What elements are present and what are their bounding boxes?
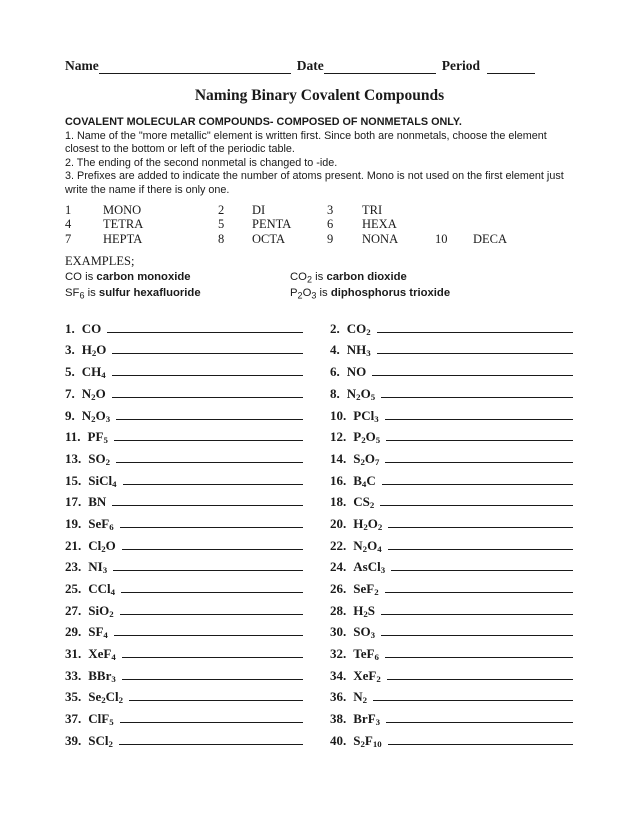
problem-row: [65, 726, 330, 748]
example-name: diphosphorus trioxide: [330, 286, 451, 299]
problem-number: 32.: [330, 646, 347, 662]
prefix-name: HEPTA: [103, 232, 143, 247]
problem-formula: $NH_3$: [346, 342, 371, 359]
problem-row: [330, 423, 574, 445]
answer-blank: [386, 440, 573, 441]
problem-formula: CO: [81, 320, 102, 336]
answer-blank: [377, 353, 573, 354]
answer-blank: [120, 614, 303, 615]
problem-row: [65, 639, 330, 661]
answer-blank: [112, 375, 303, 376]
problem-formula: $H_2O_2$: [353, 515, 383, 532]
page-title: Naming Binary Covalent Compounds: [194, 87, 445, 104]
problem-formula: XeF$_4$: [88, 646, 116, 663]
date-blank: [324, 61, 436, 74]
problem-number: 36.: [330, 689, 347, 705]
answer-blank: [112, 397, 303, 398]
problem-row: [330, 683, 574, 705]
problem-formula: CCl$_4$: [88, 581, 116, 597]
answer-blank: [385, 462, 573, 463]
problem-formula: $SO_3$: [353, 624, 376, 641]
answer-blank: [391, 570, 573, 571]
answer-blank: [381, 635, 573, 636]
example-connector: is: [87, 286, 96, 299]
example-connector: is: [315, 271, 324, 284]
problem-number: 11.: [65, 429, 81, 445]
problem-number: 12.: [330, 429, 347, 445]
problem-formula: $CH_4$: [81, 364, 106, 381]
answer-blank: [122, 679, 303, 680]
instruction-item: 2. The ending of the second nonmetal is changed to -ide.: [65, 156, 338, 169]
problem-number: 18.: [330, 494, 347, 510]
problem-formula: BN: [88, 494, 107, 510]
problem-number: 10.: [330, 407, 347, 423]
problem-formula: $Se_2Cl_2$: [88, 689, 124, 706]
answer-blank: [388, 549, 573, 550]
problem-formula: $SO_2$: [88, 450, 111, 467]
example-item: [290, 270, 574, 285]
answer-blank: [377, 332, 573, 333]
answer-blank: [119, 744, 303, 745]
answer-blank: [382, 484, 573, 485]
answer-blank: [381, 397, 573, 398]
answer-blank: [116, 419, 303, 420]
answer-blank: [120, 722, 303, 723]
instruction-item: 3. Prefixes are added to indicate the number of atoms present. Mono is not used on the first element just write the name if there is only one.: [65, 170, 564, 196]
prefix-number: 10: [435, 232, 448, 247]
problem-row: [330, 509, 574, 531]
answer-blank: [112, 505, 303, 506]
problem-formula: $S_2O_7$: [353, 450, 380, 467]
problem-number: 40.: [330, 732, 347, 748]
answer-blank: [114, 440, 303, 441]
example-item: [65, 270, 290, 285]
answer-blank: [121, 592, 303, 593]
problem-formula: SeF$_2$: [353, 581, 379, 597]
answer-blank: [385, 657, 573, 658]
name-label: Name: [65, 58, 99, 73]
problem-row: [330, 357, 574, 379]
problems-list: [65, 314, 574, 748]
name-blank: [99, 61, 291, 74]
problem-row: [330, 488, 574, 510]
problem-number: 14.: [330, 450, 347, 466]
problem-number: 9.: [65, 407, 75, 423]
problem-number: 25.: [65, 581, 82, 597]
problem-number: 39.: [65, 732, 82, 748]
problem-row: [65, 618, 330, 640]
prefix-name: DECA: [473, 232, 508, 247]
answer-blank: [116, 462, 303, 463]
problem-number: 38.: [330, 711, 347, 727]
period-label: Period: [441, 58, 480, 73]
problem-formula: $N_2O_4$: [353, 537, 382, 554]
answer-blank: [120, 527, 303, 528]
example-connector: is: [85, 271, 94, 284]
problem-row: [330, 444, 574, 466]
problem-row: [330, 661, 574, 683]
answer-blank: [380, 505, 573, 506]
prefix-number: 9: [327, 232, 334, 247]
answer-blank: [385, 592, 573, 593]
problem-formula: SiO$_2$: [88, 602, 114, 619]
problem-formula: $N_2$: [353, 689, 368, 706]
example-item: [65, 286, 290, 301]
example-name: carbon monoxide: [96, 271, 191, 284]
problem-row: [65, 574, 330, 596]
answer-blank: [113, 570, 303, 571]
prefix-name: OCTA: [252, 232, 286, 247]
problem-formula: SiCl$_4$: [88, 472, 117, 489]
prefix-number: 3: [327, 202, 334, 217]
example-formula: $SF_6$: [65, 286, 85, 300]
prefix-name: TETRA: [103, 217, 144, 232]
problem-row: [65, 704, 330, 726]
problem-formula: SCl$_2$: [88, 732, 113, 749]
problem-formula: TeF$_6$: [353, 646, 379, 663]
problem-number: 2.: [330, 320, 340, 336]
instruction-item: 1. Name of the "more metallic" element is written first. Since both are nonmetals, choose the element closest to the bottom or left of the periodic table.: [65, 129, 547, 156]
examples: [65, 254, 574, 301]
instructions-heading: COVALENT MOLECULAR COMPOUNDS- COMPOSED OF NONMETALS ONLY.: [65, 116, 462, 128]
problem-number: 1.: [65, 320, 75, 336]
problem-number: 22.: [330, 537, 347, 553]
answer-blank: [388, 527, 573, 528]
problem-formula: AsCl$_3$: [353, 559, 386, 576]
problem-number: 37.: [65, 711, 82, 727]
problem-formula: $N_2O_5$: [346, 385, 376, 402]
prefix-number: 4: [65, 217, 72, 232]
problem-number: 15.: [65, 472, 82, 488]
problem-row: [65, 444, 330, 466]
problem-row: [330, 618, 574, 640]
prefix-number: 7: [65, 232, 72, 247]
problem-formula: NO: [346, 364, 367, 380]
problem-row: [65, 357, 330, 379]
header: [65, 58, 574, 74]
problem-row: [65, 401, 330, 423]
answer-blank: [112, 353, 303, 354]
problem-formula: $SF_4$: [88, 624, 108, 641]
problem-formula: $PF_5$: [87, 429, 108, 446]
answer-blank: [122, 657, 303, 658]
problem-row: [330, 336, 574, 358]
answer-blank: [386, 722, 573, 723]
prefix-table: [65, 203, 574, 248]
prefix-number: [435, 203, 473, 218]
problem-number: 28.: [330, 602, 347, 618]
problem-number: 27.: [65, 602, 82, 618]
problem-row: [330, 379, 574, 401]
problem-number: 3.: [65, 342, 75, 358]
problem-number: 30.: [330, 624, 347, 640]
examples-heading: EXAMPLES;: [65, 254, 135, 269]
problem-number: 17.: [65, 494, 82, 510]
problem-number: 6.: [330, 364, 340, 380]
example-formula: CO: [65, 271, 82, 284]
instructions: [65, 116, 574, 198]
problem-formula: $CS_2$: [353, 494, 375, 511]
problem-number: 34.: [330, 667, 347, 683]
prefix-name: PENTA: [252, 217, 292, 232]
prefix-name: [473, 217, 574, 232]
answer-blank: [107, 332, 303, 333]
answer-blank: [122, 549, 303, 550]
answer-blank: [129, 700, 303, 701]
problem-number: 8.: [330, 385, 340, 401]
problem-row: [330, 596, 574, 618]
problem-formula: $H_2S$: [353, 602, 376, 619]
problem-formula: SeF$_6$: [88, 515, 114, 532]
answer-blank: [387, 679, 573, 680]
problem-row: [65, 553, 330, 575]
problem-formula: BrF$_3$: [353, 711, 381, 728]
problem-number: 24.: [330, 559, 347, 575]
problem-row: [330, 531, 574, 553]
problem-row: [65, 466, 330, 488]
problem-row: [65, 314, 330, 336]
problem-row: [65, 423, 330, 445]
answer-blank: [373, 700, 573, 701]
example-name: carbon dioxide: [326, 271, 407, 284]
problem-row: [330, 726, 574, 748]
problem-row: [330, 466, 574, 488]
problem-row: [65, 488, 330, 510]
problem-row: [330, 704, 574, 726]
problem-formula: XeF$_2$: [353, 667, 381, 684]
problem-formula: BBr$_3$: [88, 667, 116, 684]
problem-row: [330, 553, 574, 575]
problem-number: 26.: [330, 581, 347, 597]
problem-number: 29.: [65, 624, 82, 640]
prefix-name: HEXA: [362, 217, 397, 232]
date-label: Date: [296, 58, 324, 73]
example-formula: $P_2O_3$: [290, 286, 317, 300]
answer-blank: [388, 744, 573, 745]
problem-formula: $P_2O_5$: [353, 429, 381, 446]
problem-number: 21.: [65, 537, 82, 553]
prefix-name: NONA: [362, 232, 399, 247]
problem-row: [330, 639, 574, 661]
problem-number: 4.: [330, 342, 340, 358]
problem-number: 7.: [65, 385, 75, 401]
problem-formula: $H_2O$: [81, 342, 107, 359]
problem-formula: $B_4C$: [353, 472, 376, 489]
problem-row: [65, 661, 330, 683]
problem-row: [330, 314, 574, 336]
example-name: sulfur hexafluoride: [98, 286, 201, 299]
prefix-name: TRI: [362, 202, 383, 217]
problem-formula: PCl$_3$: [353, 407, 379, 424]
problem-formula: $N_2O$: [81, 385, 106, 402]
problem-formula: $S_2F_{10}$: [353, 732, 382, 749]
answer-blank: [114, 635, 303, 636]
prefix-number: 8: [218, 232, 225, 247]
answer-blank: [385, 419, 573, 420]
example-connector: is: [319, 286, 328, 299]
problem-row: [65, 683, 330, 705]
prefix-number: 2: [218, 202, 225, 217]
problem-number: 23.: [65, 559, 82, 575]
problem-number: 16.: [330, 472, 347, 488]
problem-row: [330, 574, 574, 596]
problem-number: 20.: [330, 515, 347, 531]
problem-row: [65, 531, 330, 553]
prefix-name: [473, 203, 574, 218]
prefix-number: 5: [218, 217, 225, 232]
prefix-name: MONO: [103, 202, 142, 217]
prefix-name: DI: [252, 202, 266, 217]
problem-row: [65, 379, 330, 401]
problem-row: [65, 509, 330, 531]
problem-formula: $CO_2$: [346, 320, 371, 337]
problem-row: [330, 401, 574, 423]
answer-blank: [372, 375, 573, 376]
answer-blank: [123, 484, 303, 485]
example-formula: $CO_2$: [290, 271, 312, 285]
problem-number: 35.: [65, 689, 82, 705]
problem-number: 5.: [65, 364, 75, 380]
problem-number: 13.: [65, 450, 82, 466]
problem-formula: $Cl_2O$: [88, 537, 116, 554]
problem-number: 33.: [65, 667, 82, 683]
problem-number: 19.: [65, 515, 82, 531]
answer-blank: [381, 614, 573, 615]
problem-row: [65, 336, 330, 358]
prefix-number: 1: [65, 202, 72, 217]
examples-grid: [65, 270, 574, 301]
period-blank: [487, 61, 535, 74]
problem-formula: $N_2O_3$: [81, 407, 111, 424]
prefix-number: 6: [327, 217, 334, 232]
problem-number: 31.: [65, 646, 82, 662]
problem-row: [65, 596, 330, 618]
problem-formula: $NI_3$: [88, 559, 108, 576]
example-item: [290, 286, 574, 301]
problem-formula: ClF$_5$: [88, 711, 114, 728]
prefix-number: [435, 217, 473, 232]
